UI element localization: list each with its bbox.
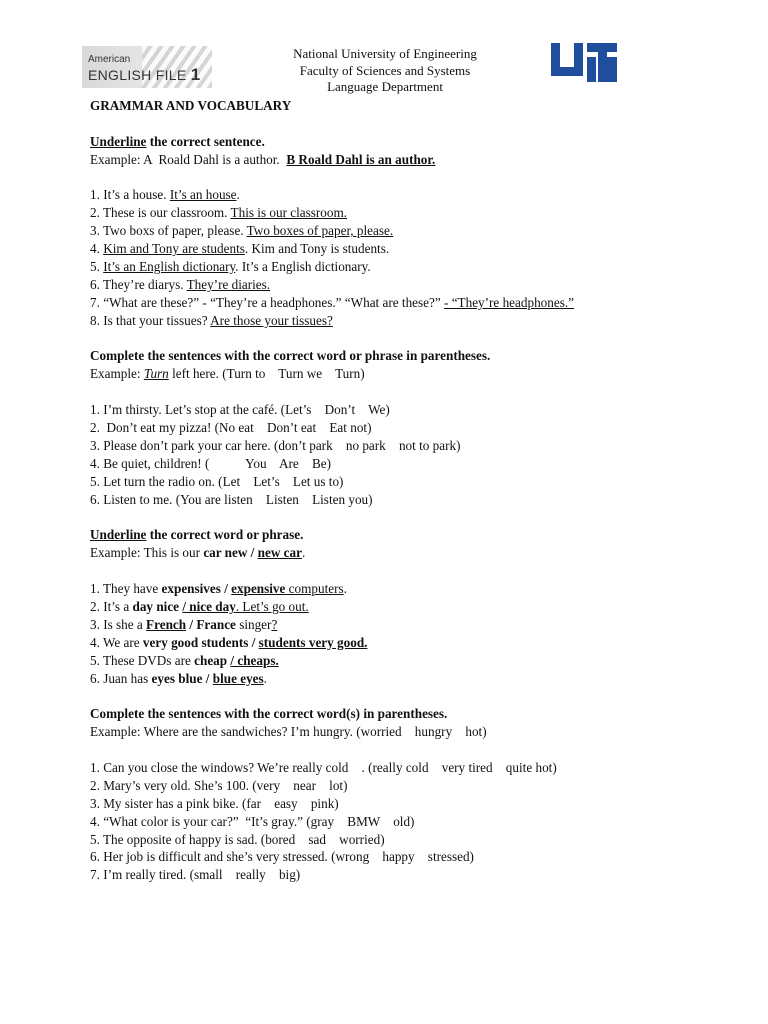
example-option-a: Example: A Roald Dahl is a author. [90, 151, 287, 167]
faculty-name: Faculty of Sciences and Systems [299, 62, 471, 78]
example-prefix: Example: This is our [90, 545, 204, 561]
logo-top-text: American [88, 54, 131, 65]
list-item: 1. They have expensives / expensive computers. [90, 581, 347, 597]
list-item: 1. It’s a house. It’s an house. [90, 187, 240, 203]
example-rest: left here. (Turn to Turn we Turn) [168, 366, 365, 382]
list-item: 6. They’re diarys. They’re diaries. [90, 276, 271, 292]
section-1-list [90, 186, 730, 329]
example-end: . [301, 545, 306, 561]
section-2-example [90, 365, 730, 383]
list-item: 2. Mary’s very old. She’s 100. (very near lot) [90, 777, 348, 793]
department-name: Language Department [327, 79, 443, 94]
logo-number: 1 [190, 65, 201, 84]
section-2-title: Complete the sentences with the correct word or phrase in parentheses. [90, 348, 491, 364]
list-item: 6. Juan has eyes blue / blue eyes. [90, 670, 267, 686]
english-file-logo [82, 46, 212, 88]
example-option-b: B Roald Dahl is an author. [286, 151, 436, 167]
list-item: 7. I’m really tired. (small really big) [90, 867, 301, 883]
example-right: new car [257, 545, 302, 561]
section-4-example: Example: Where are the sandwiches? I’m hungry. (worried hungry hot) [90, 724, 487, 740]
list-item: 6. Listen to me. (You are listen Listen Listen you) [90, 491, 373, 507]
list-item: 5. The opposite of happy is sad. (bored sad worried) [90, 831, 385, 847]
logo-title: ENGLISH FILE [88, 67, 187, 83]
institution-header [250, 46, 520, 96]
page-title: GRAMMAR AND VOCABULARY [90, 98, 292, 113]
section-3-title-underlined: Underline [90, 527, 147, 543]
list-item: 4. “What color is your car?” “It’s gray.” (gray BMW old) [90, 813, 415, 829]
example-wrong: car new / [203, 545, 258, 561]
list-item: 5. Let turn the radio on. (Let Let’s Let us to) [90, 473, 344, 489]
list-item: 8. Is that your tissues? Are those your tissues? [90, 312, 333, 328]
list-item: 6. Her job is difficult and she’s very stressed. (wrong happy stressed) [90, 849, 474, 865]
section-3-title-rest: the correct word or phrase. [146, 527, 304, 543]
section-1-title [90, 133, 730, 151]
section-1-title-rest: the correct sentence. [146, 133, 265, 149]
list-item: 2. It’s a day nice / nice day. Let’s go out. [90, 598, 309, 614]
list-item: 1. I’m thirsty. Let’s stop at the café. (Let’s Don’t We) [90, 402, 390, 418]
list-item: 3. Is she a French / France singer? [90, 616, 278, 632]
list-item: 1. Can you close the windows? We’re really cold . (really cold very tired quite hot) [90, 759, 557, 775]
list-item: 4. We are very good students / students very good. [90, 634, 368, 650]
section-1-title-underlined: Underline [90, 133, 147, 149]
section-3-example [90, 544, 730, 562]
section-3-title [90, 526, 730, 544]
list-item: 2. These is our classroom. This is our classroom. [90, 205, 348, 221]
worksheet-content [90, 97, 730, 884]
uni-logo-icon [549, 41, 619, 84]
logo-main-text [88, 65, 201, 85]
list-item: 3. Please don’t park your car here. (don’t park no park not to park) [90, 437, 461, 453]
list-item: 4. Kim and Tony are students. Kim and Tony is students. [90, 241, 390, 257]
list-item: 2. Don’t eat my pizza! (No eat Don’t eat Eat not) [90, 420, 372, 436]
section-4-title: Complete the sentences with the correct word(s) in parentheses. [90, 706, 448, 722]
list-item: 7. “What are these?” - “They’re a headphones.” “What are these?” - “They’re headphones.” [90, 294, 574, 310]
section-1-example [90, 151, 730, 169]
example-answer: Turn [143, 366, 169, 382]
list-item: 3. My sister has a pink bike. (far easy pink) [90, 795, 339, 811]
list-item: 5. It’s an English dictionary. It’s a English dictionary. [90, 259, 371, 275]
list-item: 4. Be quiet, children! ( You Are Be) [90, 455, 332, 471]
university-name: National University of Engineering [293, 46, 477, 61]
list-item: 5. These DVDs are cheap / cheaps. [90, 652, 279, 668]
example-prefix: Example: [90, 366, 144, 382]
list-item: 3. Two boxs of paper, please. Two boxes of paper, please. [90, 223, 394, 239]
